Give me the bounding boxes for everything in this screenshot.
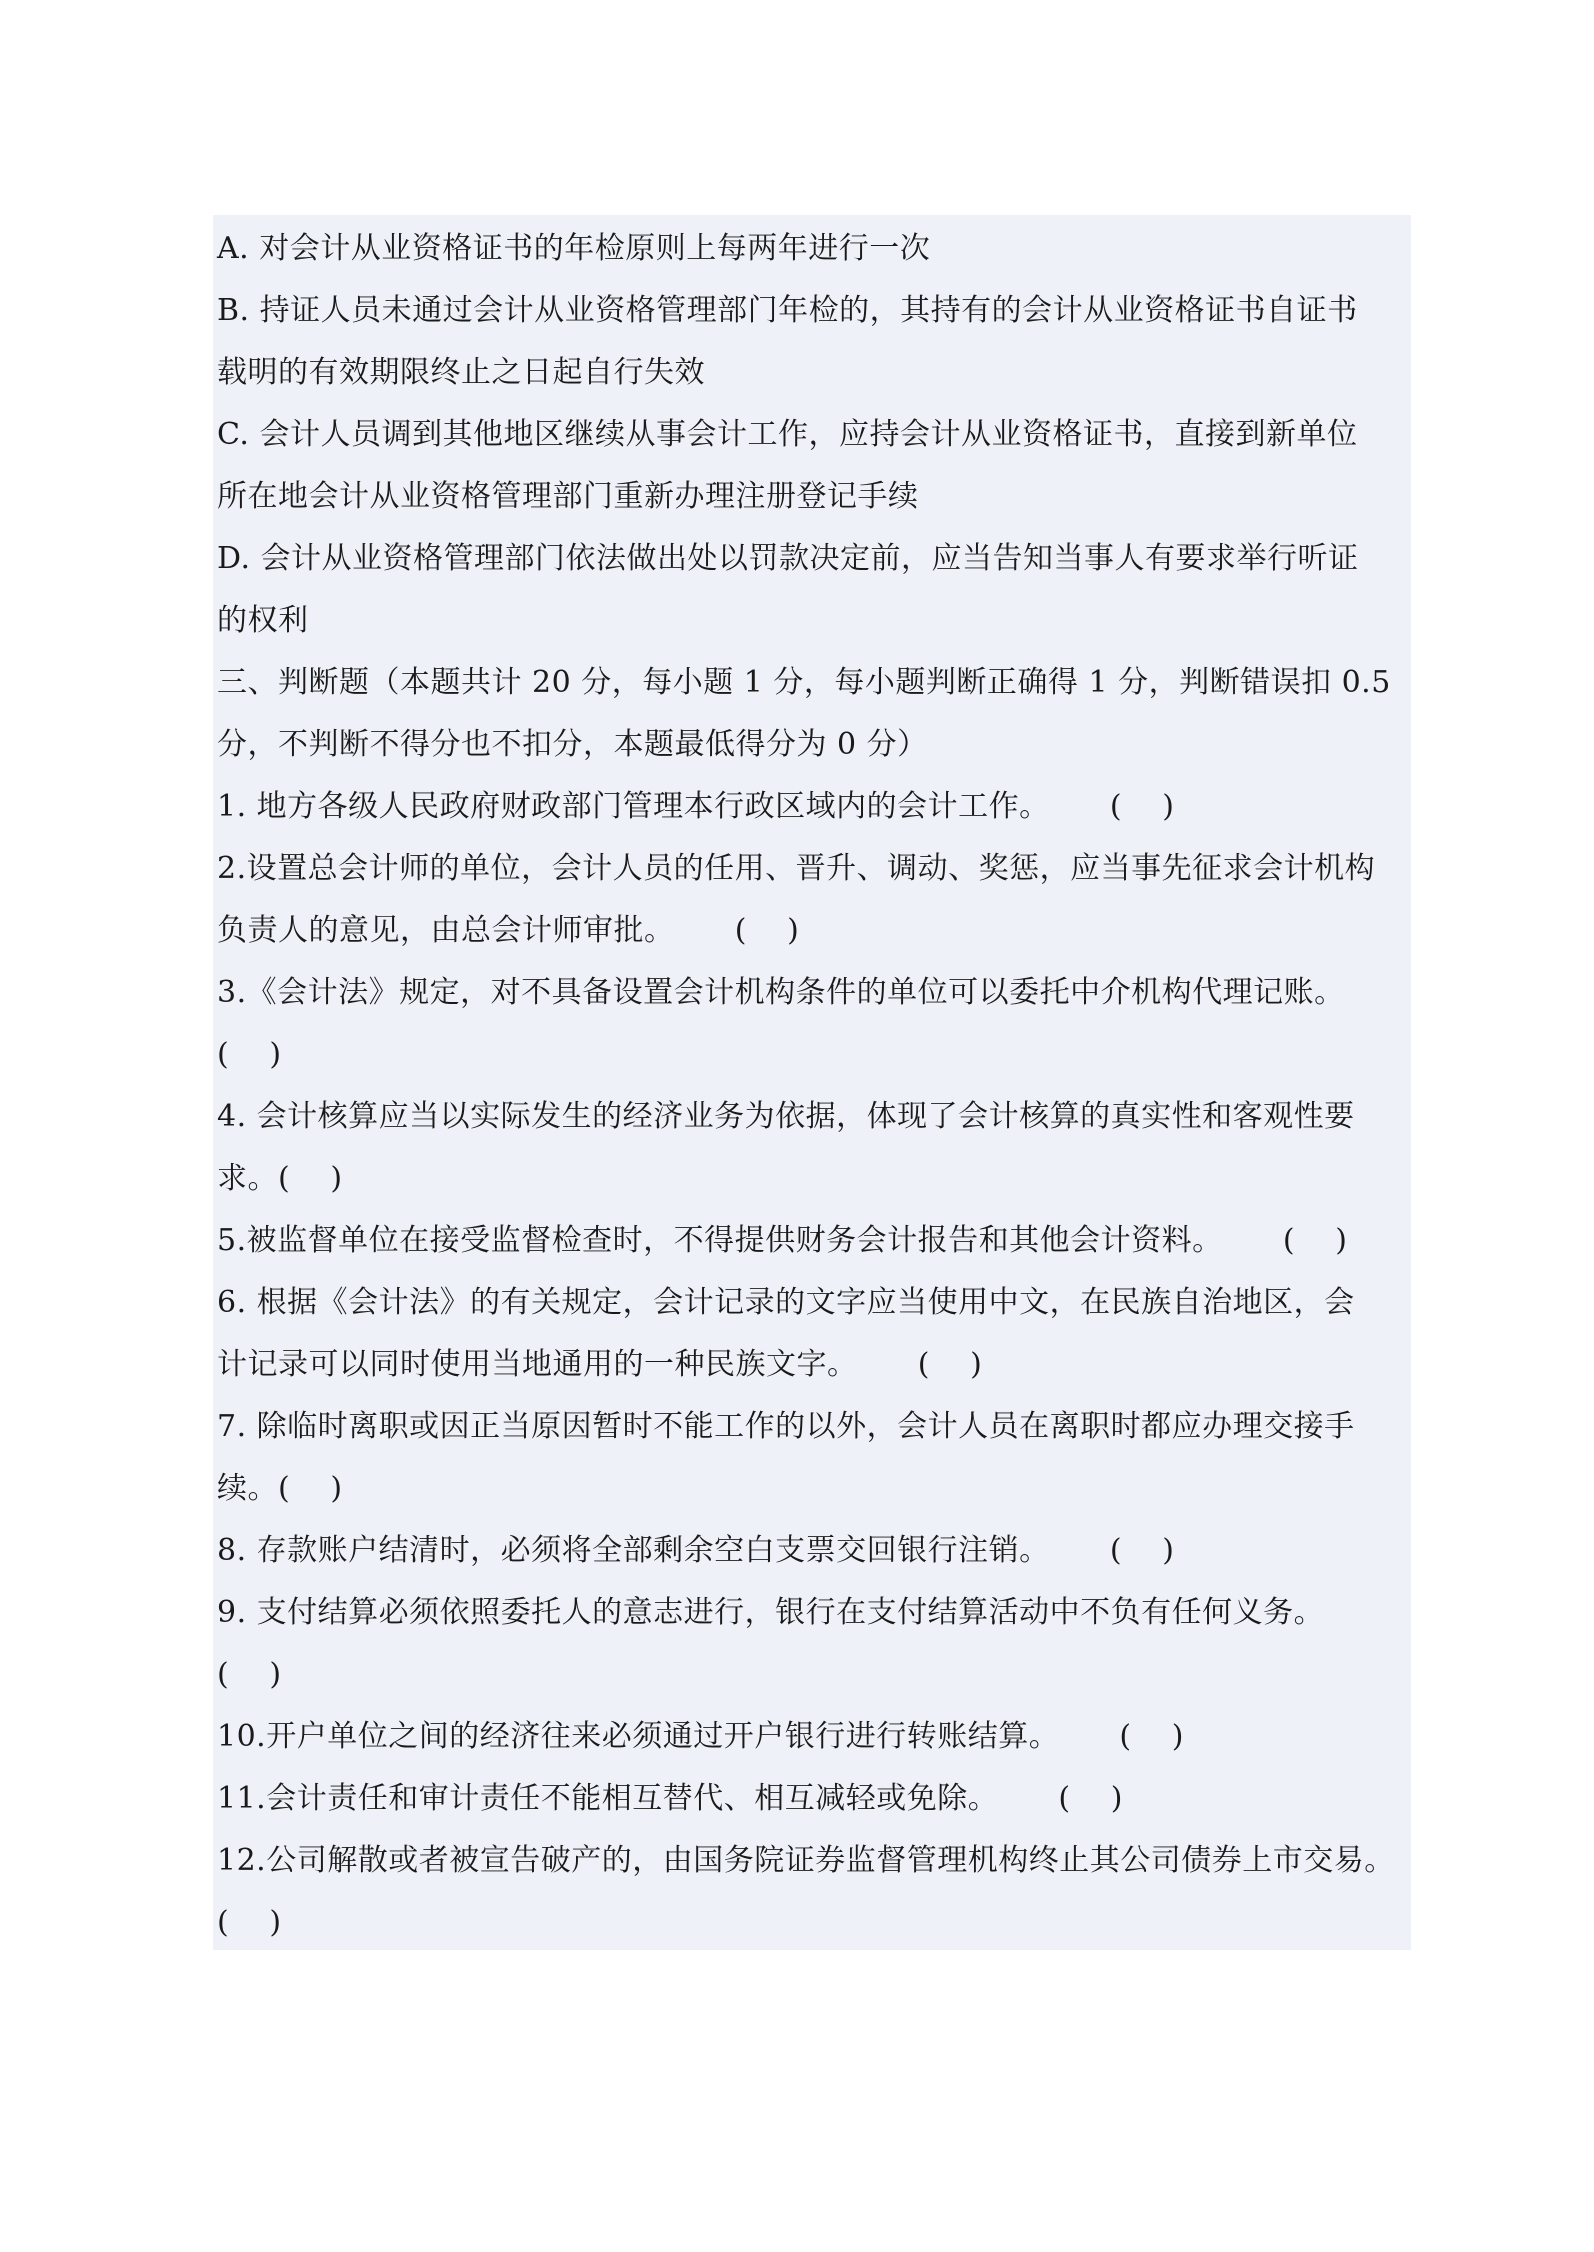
option-b-line2: 载明的有效期限终止之日起自行失效	[217, 355, 705, 390]
option-a: A. 对会计从业资格证书的年检原则上每两年进行一次	[217, 231, 931, 266]
option-c-line1: C. 会计人员调到其他地区继续从事会计工作，应持会计从业资格证书，直接到新单位	[217, 417, 1358, 452]
question-1: 1. 地方各级人民政府财政部门管理本行政区域内的会计工作。 ( )	[217, 789, 1175, 824]
question-3-line2: ( )	[217, 1037, 282, 1072]
question-12-line1: 12.公司解散或者被宣告破产的，由国务院证券监督管理机构终止其公司债券上市交易。	[217, 1843, 1395, 1878]
question-12-line2: ( )	[217, 1905, 282, 1940]
question-6-line2: 计记录可以同时使用当地通用的一种民族文字。 ( )	[217, 1347, 983, 1382]
question-2-line1: 2.设置总会计师的单位，会计人员的任用、晋升、调动、奖惩，应当事先征求会计机构	[217, 851, 1376, 886]
option-d-line2: 的权利	[217, 603, 309, 638]
question-3-line1: 3.《会计法》规定，对不具备设置会计机构条件的单位可以委托中介机构代理记账。	[217, 975, 1345, 1010]
question-6-line1: 6. 根据《会计法》的有关规定，会计记录的文字应当使用中文，在民族自治地区，会	[217, 1285, 1355, 1320]
question-11: 11.会计责任和审计责任不能相互替代、相互减轻或免除。 ( )	[217, 1781, 1123, 1816]
question-5: 5.被监督单位在接受监督检查时，不得提供财务会计报告和其他会计资料。 ( )	[217, 1223, 1348, 1258]
question-9-line2: ( )	[217, 1657, 282, 1692]
question-8: 8. 存款账户结清时，必须将全部剩余空白支票交回银行注销。 ( )	[217, 1533, 1175, 1568]
option-c-line2: 所在地会计从业资格管理部门重新办理注册登记手续	[217, 479, 919, 514]
section-heading-line2: 分，不判断不得分也不扣分，本题最低得分为 0 分）	[217, 727, 928, 762]
option-b-line1: B. 持证人员未通过会计从业资格管理部门年检的，其持有的会计从业资格证书自证书	[217, 293, 1358, 328]
content-panel	[213, 215, 1411, 1950]
question-7-line1: 7. 除临时离职或因正当原因暂时不能工作的以外，会计人员在离职时都应办理交接手	[217, 1409, 1355, 1444]
question-9-line1: 9. 支付结算必须依照委托人的意志进行，银行在支付结算活动中不负有任何义务。	[217, 1595, 1325, 1630]
question-10: 10.开户单位之间的经济往来必须通过开户银行进行转账结算。 ( )	[217, 1719, 1184, 1754]
question-4-line2: 求。( )	[217, 1161, 343, 1196]
question-7-line2: 续。( )	[217, 1471, 343, 1506]
section-heading-line1: 三、判断题（本题共计 20 分，每小题 1 分，每小题判断正确得 1 分，判断错误扣 0.5	[217, 665, 1391, 700]
option-d-line1: D. 会计从业资格管理部门依法做出处以罚款决定前，应当告知当事人有要求举行听证	[217, 541, 1359, 576]
question-2-line2: 负责人的意见，由总会计师审批。 ( )	[217, 913, 800, 948]
question-4-line1: 4. 会计核算应当以实际发生的经济业务为依据，体现了会计核算的真实性和客观性要	[217, 1099, 1355, 1134]
